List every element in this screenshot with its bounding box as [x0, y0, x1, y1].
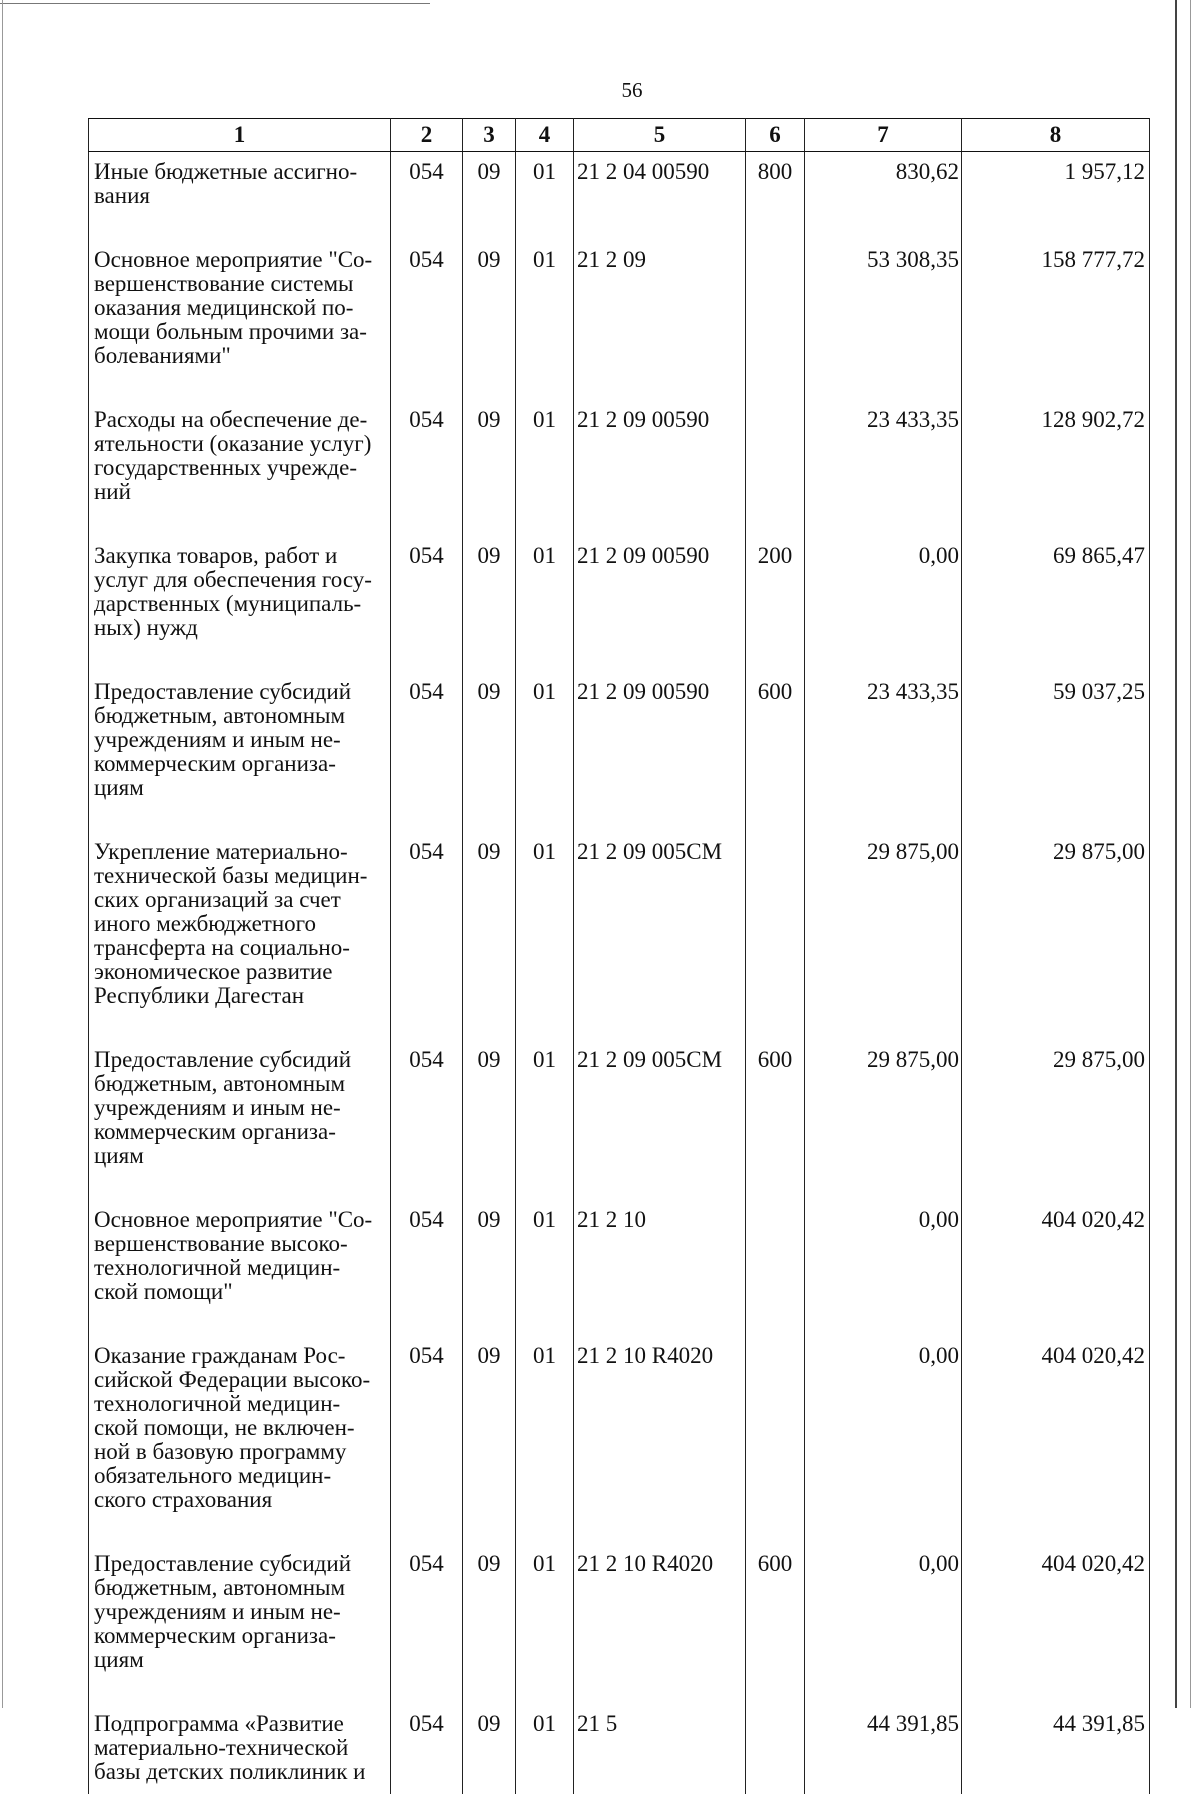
- scan-edge-top: [0, 3, 430, 4]
- item-name-line: Республики Дагестан: [94, 984, 387, 1008]
- cell-budget-code: 21 2 09 00590: [574, 506, 746, 642]
- table-row: [89, 1170, 1150, 1306]
- table-row: [89, 1674, 1150, 1794]
- cell-column-4: 01: [516, 642, 574, 802]
- item-name-line: вершенствование системы: [94, 272, 387, 296]
- cell-item-name: [89, 1674, 391, 1794]
- cell-column-4: 01: [516, 370, 574, 506]
- cell-column-2: 054: [391, 370, 463, 506]
- item-name-line: Иные бюджетные ассигно-: [94, 160, 387, 184]
- budget-table: [88, 118, 1150, 1794]
- cell-column-2: 054: [391, 802, 463, 1010]
- item-name-line: бюджетным, автономным: [94, 1072, 387, 1096]
- cell-amount-col8: 29 875,00: [962, 1010, 1150, 1170]
- cell-column-2: 054: [391, 1306, 463, 1514]
- cell-column-3: 09: [463, 370, 516, 506]
- cell-column-4: 01: [516, 210, 574, 370]
- item-name-line: ской помощи, не включен-: [94, 1416, 387, 1440]
- column-header-6: 6: [746, 119, 805, 152]
- item-name-line: оказания медицинской по-: [94, 296, 387, 320]
- cell-column-2: 054: [391, 152, 463, 211]
- cell-amount-col7: 0,00: [805, 1306, 962, 1514]
- cell-item-name: [89, 1010, 391, 1170]
- cell-expense-type: 600: [746, 1010, 805, 1170]
- cell-amount-col8: 59 037,25: [962, 642, 1150, 802]
- cell-column-4: 01: [516, 1170, 574, 1306]
- cell-column-2: 054: [391, 210, 463, 370]
- cell-expense-type: 600: [746, 642, 805, 802]
- cell-column-3: 09: [463, 1010, 516, 1170]
- cell-amount-col8: 1 957,12: [962, 152, 1150, 211]
- cell-expense-type: 200: [746, 506, 805, 642]
- cell-column-4: 01: [516, 1306, 574, 1514]
- cell-amount-col8: 128 902,72: [962, 370, 1150, 506]
- scan-edge-right-outer: [1190, 0, 1191, 1708]
- item-name-line: технической базы медицин-: [94, 864, 387, 888]
- cell-amount-col8: 404 020,42: [962, 1170, 1150, 1306]
- cell-amount-col8: 69 865,47: [962, 506, 1150, 642]
- item-name-line: болеваниями": [94, 344, 387, 368]
- table-body: [89, 152, 1150, 1794]
- item-name-line: ского страхования: [94, 1488, 387, 1512]
- cell-budget-code: 21 2 09 00590: [574, 642, 746, 802]
- cell-item-name: [89, 210, 391, 370]
- cell-budget-code: 21 2 10 R4020: [574, 1306, 746, 1514]
- item-name-line: коммерческим организа-: [94, 752, 387, 776]
- cell-item-name: [89, 1170, 391, 1306]
- item-name-line: циям: [94, 1648, 387, 1672]
- item-name-line: коммерческим организа-: [94, 1120, 387, 1144]
- item-name-line: базы детских поликлиник и: [94, 1760, 387, 1784]
- table-row: [89, 1010, 1150, 1170]
- cell-amount-col8: 29 875,00: [962, 802, 1150, 1010]
- table-header-row: [89, 119, 1150, 152]
- cell-column-3: 09: [463, 1514, 516, 1674]
- item-name-line: Основное мероприятие "Со-: [94, 248, 387, 272]
- cell-item-name: [89, 370, 391, 506]
- table-row: [89, 1306, 1150, 1514]
- item-name-line: ятельности (оказание услуг): [94, 432, 387, 456]
- cell-column-3: 09: [463, 1674, 516, 1794]
- column-header-5: 5: [574, 119, 746, 152]
- item-name-line: учреждениям и иным не-: [94, 728, 387, 752]
- item-name-line: ной в базовую программу: [94, 1440, 387, 1464]
- cell-amount-col8: 44 391,85: [962, 1674, 1150, 1794]
- item-name-line: Предоставление субсидий: [94, 1552, 387, 1576]
- cell-amount-col8: 158 777,72: [962, 210, 1150, 370]
- cell-expense-type: [746, 802, 805, 1010]
- cell-expense-type: 600: [746, 1514, 805, 1674]
- cell-amount-col7: 0,00: [805, 1170, 962, 1306]
- item-name-line: циям: [94, 776, 387, 800]
- cell-amount-col7: 23 433,35: [805, 370, 962, 506]
- item-name-line: государственных учрежде-: [94, 456, 387, 480]
- table-row: [89, 642, 1150, 802]
- cell-budget-code: 21 2 10 R4020: [574, 1514, 746, 1674]
- cell-expense-type: 800: [746, 152, 805, 211]
- cell-amount-col7: 29 875,00: [805, 1010, 962, 1170]
- cell-column-2: 054: [391, 506, 463, 642]
- item-name-line: учреждениям и иным не-: [94, 1096, 387, 1120]
- item-name-line: вания: [94, 184, 387, 208]
- cell-budget-code: 21 2 09 005СМ: [574, 1010, 746, 1170]
- cell-column-3: 09: [463, 210, 516, 370]
- cell-column-2: 054: [391, 1010, 463, 1170]
- cell-column-3: 09: [463, 506, 516, 642]
- cell-item-name: [89, 1514, 391, 1674]
- item-name-line: циям: [94, 1144, 387, 1168]
- item-name-line: дарственных (муниципаль-: [94, 592, 387, 616]
- cell-budget-code: 21 2 09 00590: [574, 370, 746, 506]
- item-name-line: обязательного медицин-: [94, 1464, 387, 1488]
- item-name-line: Оказание гражданам Рос-: [94, 1344, 387, 1368]
- item-name-line: иного межбюджетного: [94, 912, 387, 936]
- cell-column-4: 01: [516, 1674, 574, 1794]
- scan-edge-right: [1175, 0, 1177, 1708]
- cell-column-2: 054: [391, 1674, 463, 1794]
- table-row: [89, 802, 1150, 1010]
- cell-column-2: 054: [391, 642, 463, 802]
- item-name-line: Расходы на обеспечение де-: [94, 408, 387, 432]
- cell-amount-col7: 23 433,35: [805, 642, 962, 802]
- cell-amount-col7: 830,62: [805, 152, 962, 211]
- item-name-line: Укрепление материально-: [94, 840, 387, 864]
- item-name-line: Предоставление субсидий: [94, 680, 387, 704]
- cell-budget-code: 21 5: [574, 1674, 746, 1794]
- cell-expense-type: [746, 210, 805, 370]
- item-name-line: Основное мероприятие "Со-: [94, 1208, 387, 1232]
- cell-item-name: [89, 1306, 391, 1514]
- cell-column-4: 01: [516, 152, 574, 211]
- cell-budget-code: 21 2 10: [574, 1170, 746, 1306]
- table-row: [89, 506, 1150, 642]
- page-number: 56: [0, 78, 1200, 103]
- cell-column-4: 01: [516, 1514, 574, 1674]
- cell-amount-col7: 53 308,35: [805, 210, 962, 370]
- cell-amount-col7: 29 875,00: [805, 802, 962, 1010]
- cell-column-2: 054: [391, 1514, 463, 1674]
- cell-budget-code: 21 2 09 005СМ: [574, 802, 746, 1010]
- cell-column-3: 09: [463, 802, 516, 1010]
- item-name-line: ных) нужд: [94, 616, 387, 640]
- column-header-1: 1: [89, 119, 391, 152]
- item-name-line: бюджетным, автономным: [94, 704, 387, 728]
- cell-expense-type: [746, 370, 805, 506]
- item-name-line: сийской Федерации высоко-: [94, 1368, 387, 1392]
- cell-item-name: [89, 802, 391, 1010]
- cell-amount-col7: 0,00: [805, 506, 962, 642]
- cell-column-4: 01: [516, 506, 574, 642]
- item-name-line: коммерческим организа-: [94, 1624, 387, 1648]
- item-name-line: технологичной медицин-: [94, 1392, 387, 1416]
- cell-item-name: [89, 152, 391, 211]
- cell-amount-col8: 404 020,42: [962, 1306, 1150, 1514]
- item-name-line: ских организаций за счет: [94, 888, 387, 912]
- cell-item-name: [89, 506, 391, 642]
- column-header-3: 3: [463, 119, 516, 152]
- cell-column-3: 09: [463, 1170, 516, 1306]
- cell-column-3: 09: [463, 1306, 516, 1514]
- cell-item-name: [89, 642, 391, 802]
- cell-column-2: 054: [391, 1170, 463, 1306]
- item-name-line: материально-технической: [94, 1736, 387, 1760]
- item-name-line: ской помощи": [94, 1280, 387, 1304]
- item-name-line: Предоставление субсидий: [94, 1048, 387, 1072]
- cell-expense-type: [746, 1306, 805, 1514]
- column-header-4: 4: [516, 119, 574, 152]
- item-name-line: экономическое развитие: [94, 960, 387, 984]
- item-name-line: технологичной медицин-: [94, 1256, 387, 1280]
- column-header-7: 7: [805, 119, 962, 152]
- cell-column-4: 01: [516, 1010, 574, 1170]
- cell-column-3: 09: [463, 642, 516, 802]
- item-name-line: Закупка товаров, работ и: [94, 544, 387, 568]
- cell-amount-col8: 404 020,42: [962, 1514, 1150, 1674]
- cell-budget-code: 21 2 04 00590: [574, 152, 746, 211]
- table-row: [89, 370, 1150, 506]
- item-name-line: услуг для обеспечения госу-: [94, 568, 387, 592]
- table-row: [89, 210, 1150, 370]
- item-name-line: мощи больным прочими за-: [94, 320, 387, 344]
- column-header-2: 2: [391, 119, 463, 152]
- item-name-line: ний: [94, 480, 387, 504]
- item-name-line: вершенствование высоко-: [94, 1232, 387, 1256]
- cell-expense-type: [746, 1674, 805, 1794]
- column-header-8: 8: [962, 119, 1150, 152]
- cell-column-4: 01: [516, 802, 574, 1010]
- table-row: [89, 152, 1150, 211]
- cell-expense-type: [746, 1170, 805, 1306]
- table-row: [89, 1514, 1150, 1674]
- cell-amount-col7: 0,00: [805, 1514, 962, 1674]
- item-name-line: бюджетным, автономным: [94, 1576, 387, 1600]
- cell-column-3: 09: [463, 152, 516, 211]
- item-name-line: трансферта на социально-: [94, 936, 387, 960]
- cell-budget-code: 21 2 09: [574, 210, 746, 370]
- scan-edge-left: [2, 0, 3, 1708]
- item-name-line: Подпрограмма «Развитие: [94, 1712, 387, 1736]
- item-name-line: учреждениям и иным не-: [94, 1600, 387, 1624]
- cell-amount-col7: 44 391,85: [805, 1674, 962, 1794]
